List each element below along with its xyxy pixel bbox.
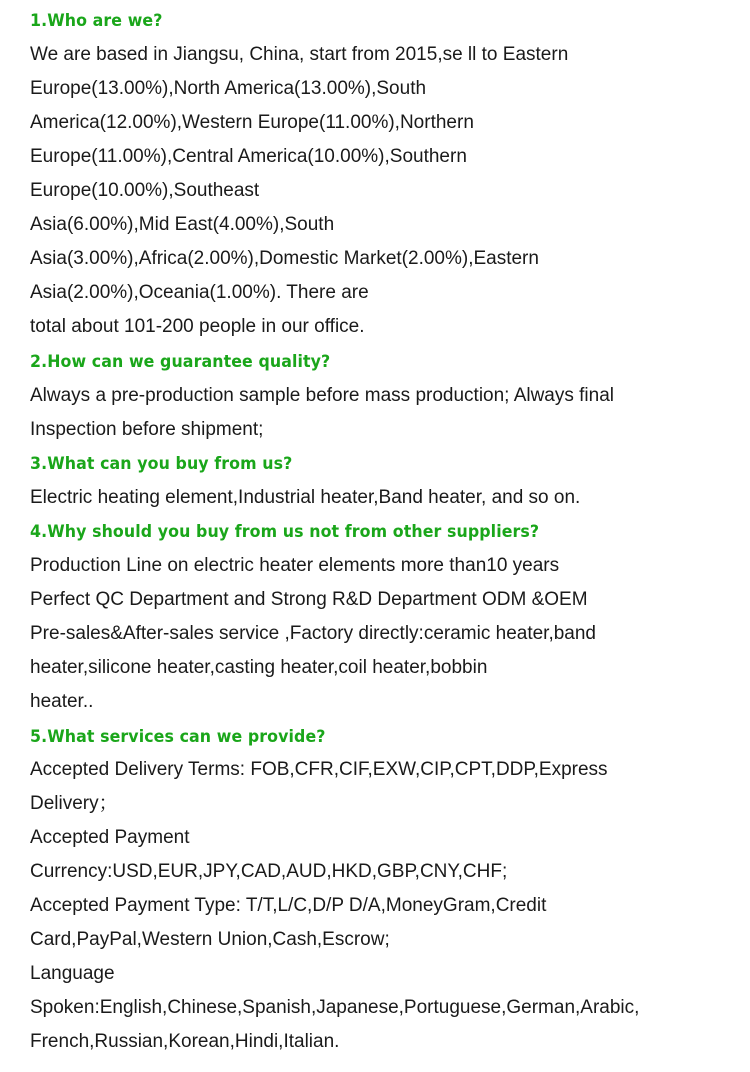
section-1-line: Asia(3.00%),Africa(2.00%),Domestic Market(2.00%),Eastern [30,248,539,269]
section-5-line: Accepted Payment [30,827,190,848]
section-5-line: Spoken:English,Chinese,Spanish,Japanese,Portuguese,German,Arabic, [30,997,640,1018]
section-1-line: We are based in Jiangsu, China, start from 2015,se ll to Eastern [30,44,569,65]
section-2-line: Always a pre-production sample before mass production; Always final [30,385,615,406]
section-5-line: Delivery； [30,793,118,814]
section-heading-who-are-we: 1.Who are we? [30,11,163,31]
section-1-line: Asia(6.00%),Mid East(4.00%),South [30,214,335,235]
section-3-line: Electric heating element,Industrial heater,Band heater, and so on. [30,487,581,508]
section-heading-services: 5.What services can we provide? [30,727,326,747]
section-1-line: Asia(2.00%),Oceania(1.00%). There are [30,282,369,303]
section-5-line: Currency:USD,EUR,JPY,CAD,AUD,HKD,GBP,CNY,CHF; [30,861,508,882]
section-2-line: Inspection before shipment; [30,419,264,440]
section-4-line: Production Line on electric heater elements more than10 years [30,555,560,576]
section-1-line: America(12.00%),Western Europe(11.00%),Northern [30,112,474,133]
section-5-line: Language [30,963,115,984]
section-1-line: Europe(11.00%),Central America(10.00%),Southern [30,146,467,167]
section-4-line: heater.. [30,691,94,712]
section-4-line: Pre-sales&After-sales service ,Factory directly:ceramic heater,band [30,623,596,644]
section-heading-what-to-buy: 3.What can you buy from us? [30,454,293,474]
section-heading-why-us: 4.Why should you buy from us not from other suppliers? [30,522,540,542]
section-5-line: Accepted Delivery Terms: FOB,CFR,CIF,EXW,CIP,CPT,DDP,Express [30,759,608,780]
section-1-line: Europe(13.00%),North America(13.00%),South [30,78,427,99]
section-5-line: Accepted Payment Type: T/T,L/C,D/P D/A,MoneyGram,Credit [30,895,547,916]
section-4-line: Perfect QC Department and Strong R&D Department ODM &OEM [30,589,588,610]
section-1-line: Europe(10.00%),Southeast [30,180,260,201]
section-5-line: Card,PayPal,Western Union,Cash,Escrow; [30,929,390,950]
section-1-line: total about 101-200 people in our office. [30,316,365,337]
section-heading-quality: 2.How can we guarantee quality? [30,352,331,372]
section-4-line: heater,silicone heater,casting heater,coil heater,bobbin [30,657,488,678]
section-5-line: French,Russian,Korean,Hindi,Italian. [30,1031,340,1052]
